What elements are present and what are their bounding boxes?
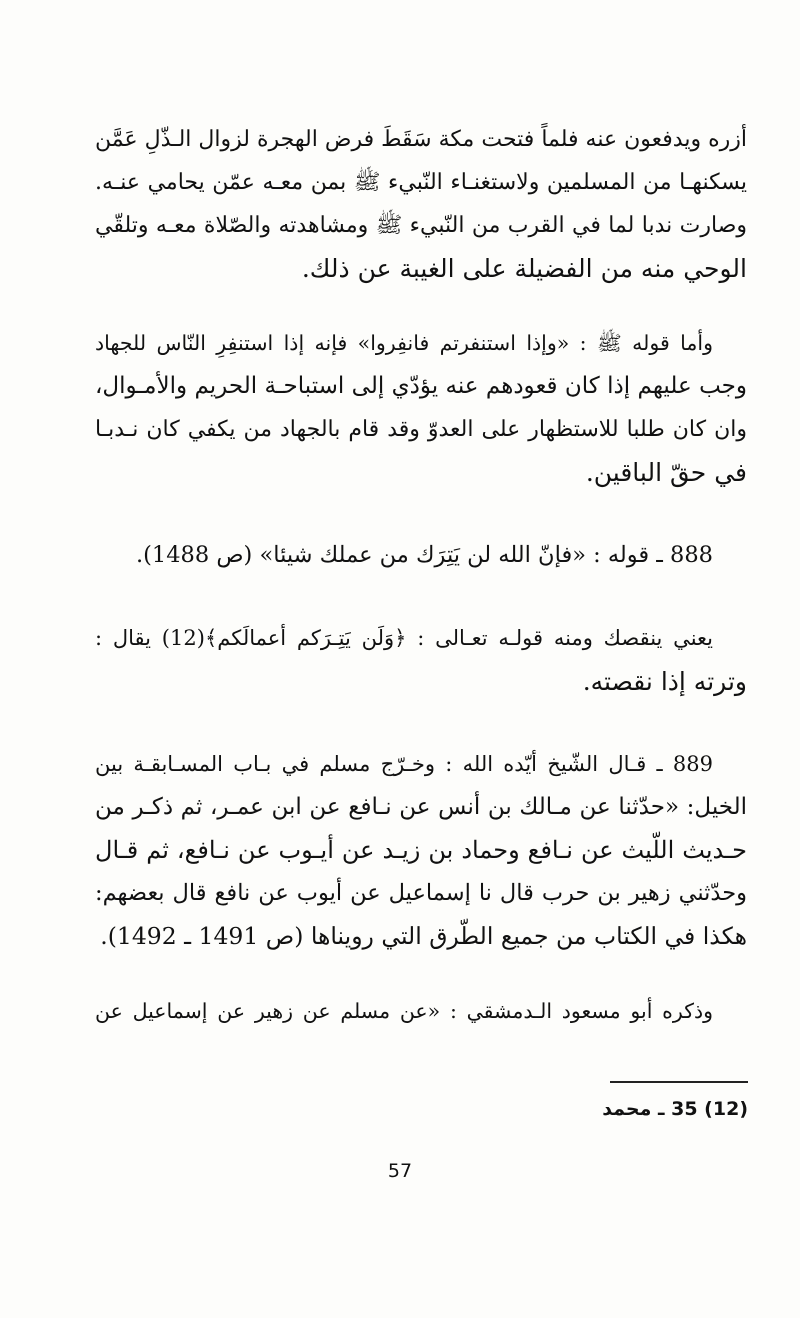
footnote: (12) 35 ـ محمد xyxy=(602,1098,748,1120)
entry-888-text: 888 ـ قوله : «فإنّ الله لن يَتِرَك من عملك شيئا» (ص 1488). xyxy=(135,542,713,568)
text-line: وصارت ندبا لما في القرب من النّبيء ﷺ ومشاهدته والصّلاة معـه وتلقّي xyxy=(95,213,747,238)
text-line: حـديث اللّيث عن نـافع وحماد بن زيـد عن أيـوب عن نـافع، ثم قـال xyxy=(95,836,747,864)
text-line: يسكنهـا من المسلمين ولاستغنـاء النّبيء ﷺ بمن معـه عمّن يحامي عنـه. xyxy=(95,170,747,195)
footnote-divider xyxy=(610,1081,748,1083)
entry-888 xyxy=(95,534,747,577)
text-line: هكذا في الكتاب من جميع الطّرق التي رويناها (ص 1491 ـ 1492). xyxy=(100,922,747,950)
text-line: الخيل: «حدّثنا عن مـالك بن أنس عن نـافع عن ابن عمـر، ثم ذكـر من xyxy=(95,794,747,820)
text-line: يعني ينقصك ومنه قولـه تعـالى : ﴿وَلَن يَتِـرَكم أعمالَكم﴾(12) يقال : xyxy=(95,626,714,650)
text-line: أزره ويدفعون عنه فلماً فتحت مكة سَقَطَ فرض الهجرة لزوال الـذّلِ عَمَّن xyxy=(95,127,747,152)
page-number: 57 xyxy=(387,1160,413,1182)
text-line: وأما قوله ﷺ : «وإذا استنفرتم فانفِروا» فإنه إذا استنفِرِ النّاس للجهاد xyxy=(95,331,714,355)
text-line: وحدّثني زهير بن حرب قال نا إسماعيل عن أيوب عن نافع قال بعضهم: xyxy=(95,880,747,906)
text-line: 889 ـ قـال الشّيخ أيّده الله : وخـرّج مسلم في بـاب المسـابقـة بين xyxy=(95,752,713,776)
text-line: وذكره أبو مسعود الـدمشقي : «عن مسلم عن زهير عن إسماعيل عن xyxy=(95,999,713,1023)
paragraph-2 xyxy=(95,322,747,494)
text-line: وان كان طلبا للاستظهار على العدوّ وقد قام بالجهاد من يكفي كان نـدبـا xyxy=(95,417,747,442)
paragraph-4 xyxy=(95,617,747,703)
page-body xyxy=(95,118,747,1033)
entry-889 xyxy=(95,743,747,958)
text-line: في حقّ الباقين. xyxy=(585,458,747,487)
text-line: الوحي منه من الفضيلة على الغيبة عن ذلك. xyxy=(301,254,747,283)
paragraph-1 xyxy=(95,118,747,290)
text-line: وجب عليهم إذا كان قعودهم عنه يؤدّي إلى استباحـة الحريم والأمـوال، xyxy=(95,373,747,399)
paragraph-6 xyxy=(95,990,747,1033)
text-line: وترته إذا نقصته. xyxy=(582,667,747,696)
